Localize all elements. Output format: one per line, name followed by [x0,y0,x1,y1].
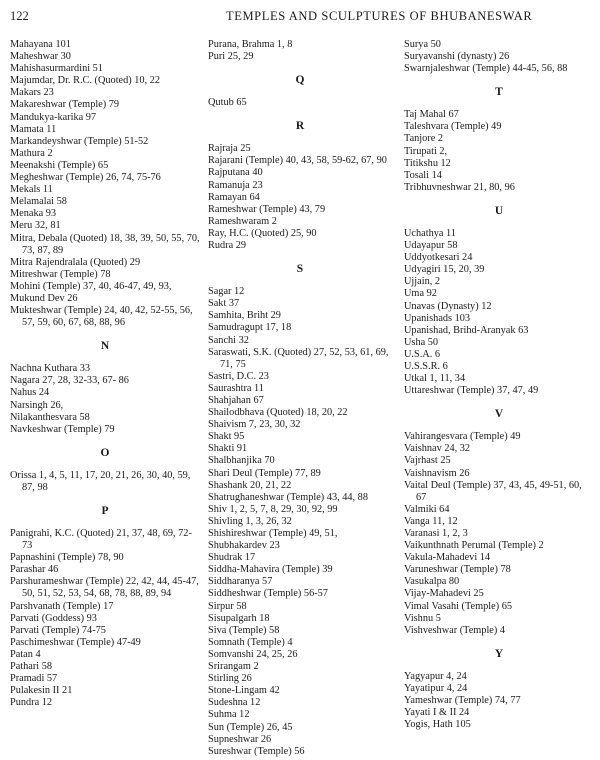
section-letter: P [101,505,109,517]
index-entry: Narsingh 26, [10,399,64,411]
index-entry: Vimal Vasahi (Temple) 65 [404,600,512,612]
index-entry: Sakt 37 [208,298,240,310]
index-column-1 [10,39,200,709]
index-entry: Makareshwar (Temple) 79 [10,99,120,111]
index-entry: Vasukalpa 80 [404,576,460,588]
index-entry: Rajarani (Temple) 40, 43, 58, 59-62, 67, 90 [208,155,387,167]
index-entry: Surya 50 [404,39,441,50]
index-entry: Parshurameshwar (Temple) 22, 42, 44, 45-47, 50, 51, 52, 53, 54, 68, 78, 88, 89, 94 [10,576,199,600]
index-entry: Puri 25, 29 [208,51,254,63]
index-entry: Pathari 58 [10,661,53,673]
index-entry: Mitra Rajendralala (Quoted) 29 [10,256,141,268]
index-entry: Qutub 65 [208,97,247,109]
index-entry: Vishnu 5 [404,612,441,624]
section-letter: V [494,408,504,421]
index-entry: Somnath (Temple) 4 [208,636,293,648]
index-entry: Yayatipur 4, 24 [404,682,468,694]
index-entry: Sisupalgarh 18 [208,612,270,624]
index-entry: Taleshvara (Temple) 49 [404,121,502,133]
index-entry: Mukteshwar (Temple) 24, 40, 42, 52-55, 56, 57, 59, 60, 67, 68, 88, 96 [10,305,193,329]
section-letter: T [495,86,503,99]
index-entry: Sirpur 58 [208,600,247,612]
index-entry: Valmiki 64 [404,503,450,515]
section-letter: O [100,446,110,459]
index-entry: Vaishnav 24, 32 [404,443,471,455]
index-entry: Vaishnavism 26 [404,467,470,479]
section-letter: Y [494,647,504,660]
index-entry: Vaital Deul (Temple) 37, 43, 45, 49-51, 60, 67 [404,479,582,503]
index-entry: Melamalai 58 [10,196,67,208]
index-entry: Srirangam 2 [208,661,259,673]
index-entry: Sun (Temple) 26, 45 [208,721,293,733]
index-entry: Meenakshi (Temple) 65 [10,159,109,171]
index-entry: Parashar 46 [10,564,59,576]
index-entry: Rameshwar (Temple) 43, 79 [208,203,326,215]
index-entry: Yagyapur 4, 24 [404,670,467,682]
index-entry: Pundra 12 [10,697,53,709]
index-entry: Nagara 27, 28, 32-33, 67- 86 [10,375,129,387]
index-entry: Shailodbhava (Quoted) 18, 20, 22 [208,407,348,419]
index-entry: Orissa 1, 4, 5, 11, 17, 20, 21, 26, 30, 40, 59, 87, 98 [10,469,191,493]
index-entry: Unavas (Dynasty) 12 [404,300,492,312]
index-entry: Yogis, Hath 105 [404,719,471,731]
index-entry: Mamata 11 [10,123,57,135]
index-entry: Shari Deul (Temple) 77, 89 [208,467,321,479]
index-entry: Suryavanshi (dynasty) 26 [404,51,510,63]
index-entry: Shubhakardev 23 [208,540,280,552]
index-entry: Parshvanath (Temple) 17 [10,600,114,612]
index-entry: Suhma 12 [208,709,250,721]
index-entry: Ramayan 64 [208,191,260,203]
index-entry: Patan 4 [10,648,41,660]
index-entry: Nahus 24 [10,387,50,399]
index-entry: Vijay-Mahadevi 25 [404,588,484,600]
index-entry: Vajrhast 25 [404,455,451,467]
index-entry: Mekals 11 [10,184,53,196]
index-entry: Varuneshwar (Temple) 78 [404,564,511,576]
index-entry: Rajputana 40 [208,167,263,179]
index-entry: Uddyotkesari 24 [404,252,473,264]
index-entry: Mahayana 101 [10,39,71,50]
index-entry: Sureshwar (Temple) 56 [208,745,305,757]
index-entry: Pulakesin II 21 [10,685,73,697]
index-entry: Nachna Kuthara 33 [10,363,91,375]
index-entry: Tirupati 2, [404,145,448,157]
index-entry: Udyagiri 15, 20, 39 [404,264,485,276]
index-entry: Shakti 91 [208,443,248,455]
section-letter: N [100,340,110,353]
index-entry: Menaka 93 [10,208,57,220]
index-entry: Samhita, Briht 29 [208,310,281,322]
index-entry: Mandukya-karika 97 [10,111,97,123]
index-entry: Rameshwaram 2 [208,215,277,227]
index-entry: Supneshwar 26 [208,733,272,745]
index-entry: Tosali 14 [404,169,442,181]
section-letter: S [296,263,304,276]
index-entry: Tribhuvneshwar 21, 80, 96 [404,181,515,193]
index-entry: Nilakanthesvara 58 [10,411,90,423]
index-entry: Shaivism 7, 23, 30, 32 [208,419,301,431]
index-column-3 [404,39,594,731]
index-entry: Pramadi 57 [10,673,58,685]
index-entry: Ray, H.C. (Quoted) 25, 90 [208,227,317,239]
index-entry: Uttareshwar (Temple) 37, 47, 49 [404,385,539,397]
index-entry: Shalbhanjika 70 [208,455,275,467]
index-entry: Upanishad, Brihd-Aranyak 63 [404,324,529,336]
index-entry: Shishireshwar (Temple) 49, 51, [208,528,338,539]
index-entry: Saraswati, S.K. (Quoted) 27, 52, 53, 61, 69, 71, 75 [208,346,389,370]
index-entry: Sanchi 32 [208,334,249,346]
index-entry: Usha 50 [404,336,439,348]
page-number: 122 [10,9,29,23]
index-entry: U.S.A. 6 [404,348,441,360]
index-entry: Mahishasurmardini 51 [10,63,103,75]
index-entry: Mohini (Temple) 37, 40, 46-47, 49, 93, [10,280,172,292]
index-entry: Yameshwar (Temple) 74, 77 [404,695,521,707]
section-letter: Q [295,74,305,87]
index-entry: Somvanshi 24, 25, 26 [208,648,298,660]
index-entry: Sudeshna 12 [208,697,261,709]
index-entry: Makars 23 [10,87,54,99]
index-entry: Samudragupt 17, 18 [208,322,292,334]
index-entry: Purana, Brahma 1, 8 [208,39,293,50]
index-entry: Vanga 11, 12 [404,515,458,527]
index-entry: Rajraja 25 [208,143,251,155]
index-entry: Shiv 1, 2, 5, 7, 8, 29, 30, 92, 99 [208,503,338,515]
index-entry: Udayapur 58 [404,240,458,252]
index-entry: Paschimeshwar (Temple) 47-49 [10,636,141,648]
index-entry: Siddha-Mahavira (Temple) 39 [208,564,333,576]
index-entry: U.S.S.R. 6 [404,360,448,372]
index-entry: Ramanuja 23 [208,179,263,191]
index-entry: Papnashini (Temple) 78, 90 [10,552,124,564]
index-entry: Varanasi 1, 2, 3 [404,528,468,539]
index-entry: Parvati (Temple) 74-75 [10,624,106,636]
index-entry: Markandeyshwar (Temple) 51-52 [10,135,149,147]
index-entry: Vahirangesvara (Temple) 49 [404,431,521,443]
index-entry: Siddheshwar (Temple) 56-57 [208,588,328,600]
index-entry: Mitreshwar (Temple) 78 [10,268,111,280]
index-entry: Shatrughaneshwar (Temple) 43, 44, 88 [208,491,368,503]
index-entry: Panigrahi, K.C. (Quoted) 21, 37, 48, 69, 72-73 [10,528,192,552]
index-entry: Shudrak 17 [208,552,256,564]
running-head: TEMPLES AND SCULPTURES OF BHUBANESWAR [226,9,533,23]
index-entry: Vaikunthnath Perumal (Temple) 2 [404,540,544,552]
index-entry: Parvati (Goddess) 93 [10,612,97,624]
index-entry: Yayati I & II 24 [404,707,470,719]
index-entry: Maheshwar 30 [10,51,71,63]
index-entry: Mukund Dev 26 [10,292,78,304]
index-entry: Shahjahan 67 [208,394,264,406]
index-entry: Rudra 29 [208,240,247,252]
index-entry: Siva (Temple) 58 [208,624,280,636]
index-entry: Taj Mahal 67 [404,109,459,121]
index-entry: Siddharanya 57 [208,576,273,588]
index-entry: Uma 92 [404,288,437,300]
index-entry: Shakt 95 [208,431,245,443]
index-entry: Navkeshwar (Temple) 79 [10,423,115,435]
index-entry: Stirling 26 [208,673,252,685]
index-entry: Vishveshwar (Temple) 4 [404,624,506,636]
index-column-2 [208,39,392,758]
index-entry: Upanishads 103 [404,312,471,324]
index-entry: Swarnjaleshwar (Temple) 44-45, 56, 88 [404,63,568,75]
index-entry: Titikshu 12 [404,157,451,169]
index-entry: Saurashtra 11 [208,382,264,394]
index-entry: Majumdar, Dr. R.C. (Quoted) 10, 22 [10,75,161,87]
section-letter: R [295,120,305,133]
index-entry: Sastri, D.C. 23 [208,370,269,382]
index-entry: Meru 32, 81 [10,220,61,232]
index-entry: Utkal 1, 11, 34 [404,373,466,385]
index-entry: Sagar 12 [208,286,245,298]
index-entry: Ujjain, 2 [404,276,441,288]
index-entry: Shashank 20, 21, 22 [208,479,292,491]
index-entry: Shivling 1, 3, 26, 32 [208,515,292,527]
index-entry: Stone-Lingam 42 [208,685,280,697]
section-letter: U [494,204,504,217]
index-entry: Mitra, Debala (Quoted) 18, 38, 39, 50, 55, 70, 73, 87, 89 [10,232,200,256]
index-entry: Tanjore 2 [404,133,444,145]
index-entry: Megheshwar (Temple) 26, 74, 75-76 [10,172,161,184]
index-entry: Vakula-Mahadevi 14 [404,552,491,564]
index-entry: Uchathya 11 [404,227,456,239]
index-entry: Mathura 2 [10,147,53,159]
